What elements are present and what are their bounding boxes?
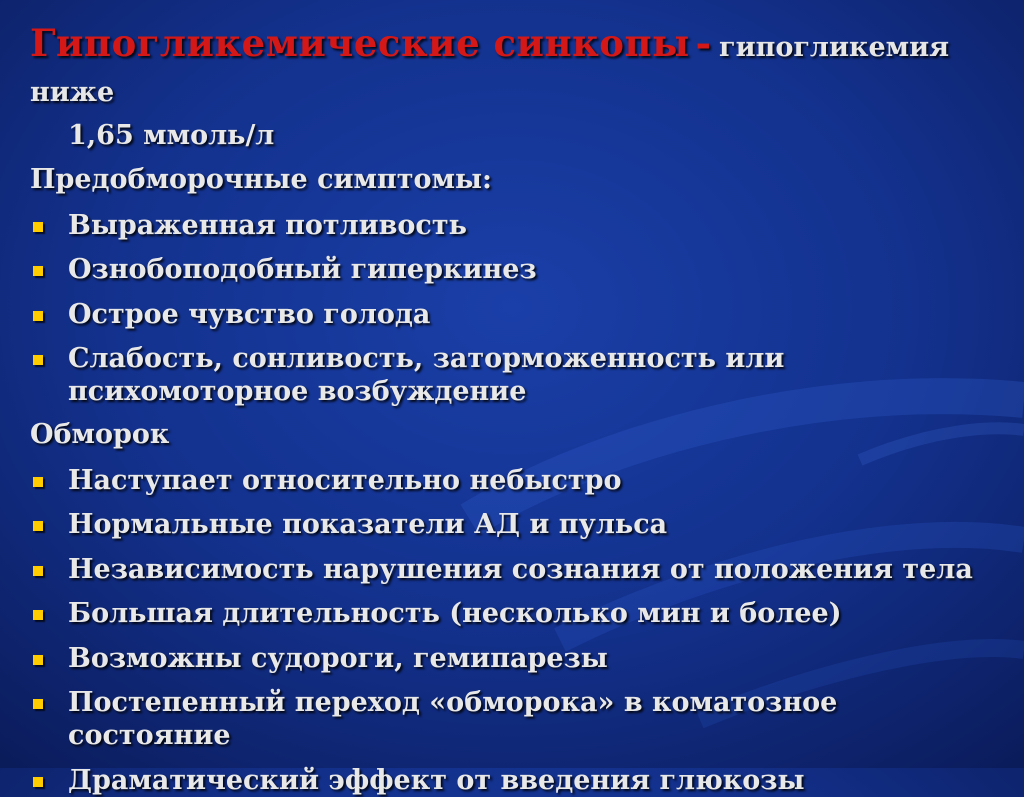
list-item: [30, 553, 1005, 586]
list-item: [30, 298, 1005, 331]
bullet-square-icon: [33, 266, 43, 276]
slide-content: [30, 22, 1005, 797]
syncope-feature-list: [30, 464, 1005, 797]
list-item: [30, 597, 1005, 630]
bullet-square-icon: [33, 655, 43, 665]
bullet-square-icon: [33, 311, 43, 321]
list-item: [30, 642, 1005, 675]
section-heading-syncope: Обморок: [30, 419, 170, 450]
bullet-square-icon: [33, 521, 43, 531]
list-item: [30, 209, 1005, 242]
title-main: Гипогликемические синкопы: [30, 21, 690, 65]
slide-title: [30, 22, 1005, 117]
bullet-square-icon: [33, 777, 43, 787]
title-subtitle: гипогликемия ниже: [30, 32, 950, 108]
list-item-text: Большая длительность (несколько мин и более): [68, 598, 842, 629]
presyncope-symptom-list: [30, 209, 1005, 409]
list-item-text: Острое чувство голода: [68, 298, 431, 330]
list-item: [30, 464, 1005, 497]
list-item-text: Возможны судороги, гемипарезы: [68, 642, 608, 674]
section-heading-presyncope: Предобморочные симптомы:: [30, 164, 492, 195]
list-item: [30, 508, 1005, 541]
bullet-square-icon: [33, 566, 43, 576]
bullet-square-icon: [33, 355, 43, 365]
list-item: [30, 253, 1005, 286]
list-item-text: Ознобоподобный гиперкинез: [68, 254, 537, 285]
title-continuation: 1,65 ммоль/л: [68, 120, 275, 151]
list-item-text: Слабость, сонливость, заторможенность или психомоторное возбуждение: [68, 343, 785, 407]
bullet-square-icon: [33, 699, 43, 709]
list-item-text: Выраженная потливость: [68, 209, 467, 241]
list-item-text: Драматический эффект от введения глюкозы: [68, 764, 805, 796]
bullet-square-icon: [33, 610, 43, 620]
list-item: [30, 764, 1005, 797]
list-item: [30, 342, 1005, 408]
title-dash: -: [695, 21, 712, 65]
list-item: [30, 686, 1005, 752]
list-item-text: Нормальные показатели АД и пульса: [68, 509, 668, 540]
list-item-text: Наступает относительно небыстро: [68, 464, 622, 496]
list-item-text: Постепенный переход «обморока» в коматозное состояние: [68, 687, 838, 751]
bullet-square-icon: [33, 477, 43, 487]
list-item-text: Независимость нарушения сознания от положения тела: [68, 553, 973, 585]
bullet-square-icon: [33, 222, 43, 232]
